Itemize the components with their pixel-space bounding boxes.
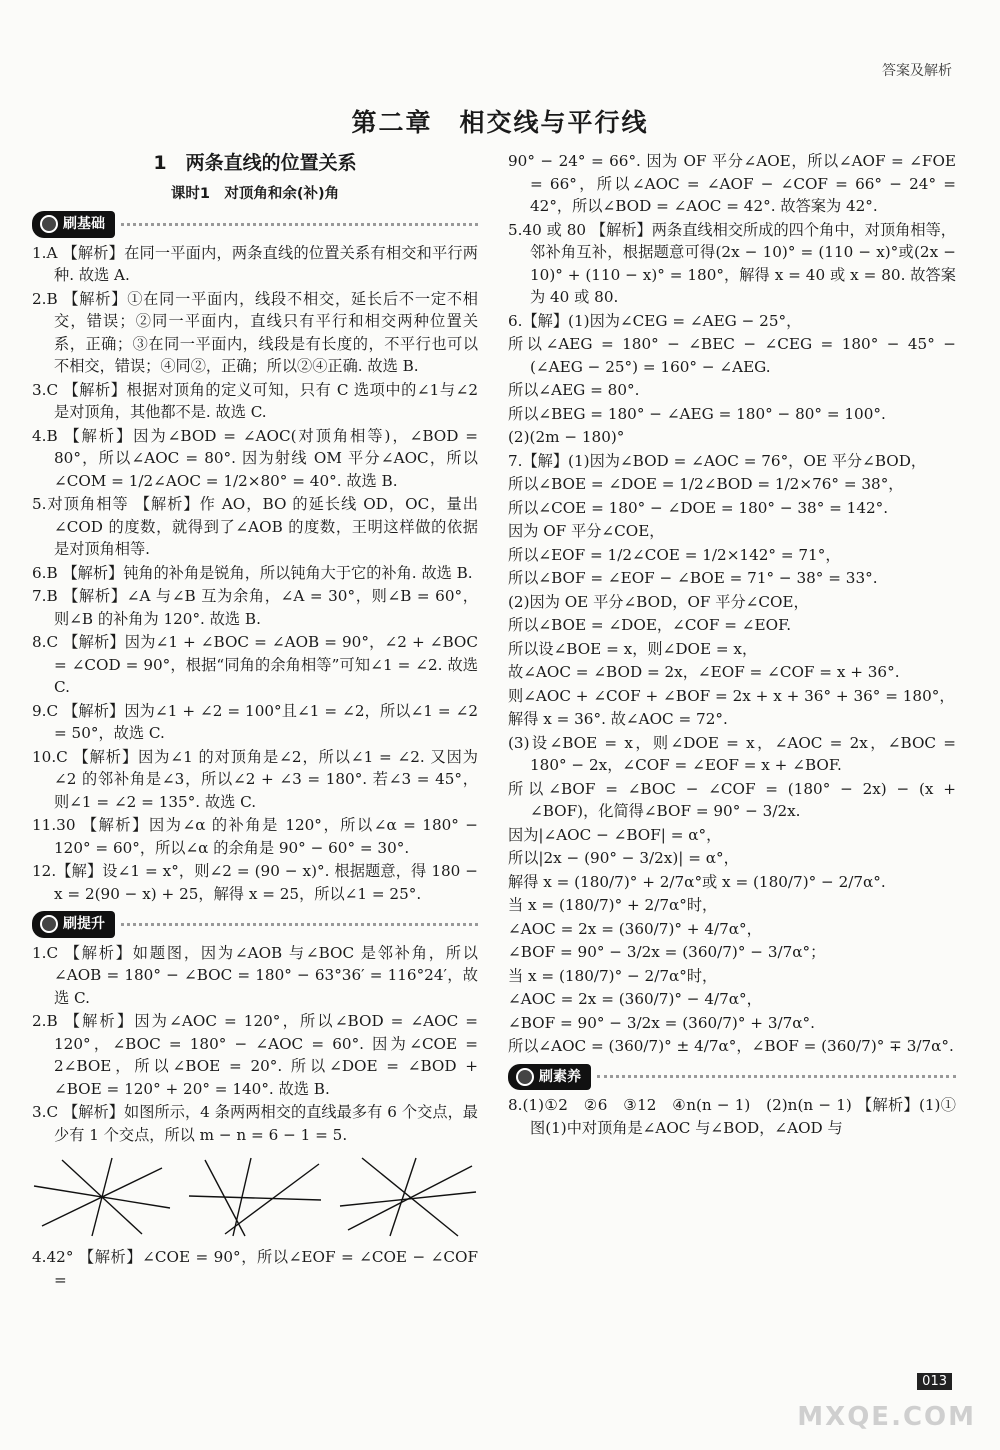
answer-line: 3.C 【解析】如图所示，4 条两两相交的直线最多有 6 个交点，最少有 1 个交点，所以 m − n = 6 − 1 = 5. (32, 1103, 478, 1144)
answer-line: 6.B 【解析】钝角的补角是锐角，所以钝角大于它的补角. 故选 B. (32, 563, 473, 582)
answer-line: 所以∠AEG = 180° − ∠BEC − ∠CEG = 180° − 45° − (∠AEG − 25°) = 160° − ∠AEG. (508, 335, 956, 376)
answer-line: 8.(1)①2 ②6 ③12 ④n(n − 1) (2)n(n − 1) 【解析】(1)①图(1)中对顶角是∠AOC 与∠BOD，∠AOD 与 (508, 1096, 956, 1137)
figure-lines-three-points (185, 1156, 325, 1238)
answer-line: 当 x = (180/7)° + 2/7α°时， (508, 896, 718, 914)
answer-line: 当 x = (180/7)° − 2/7α°时， (508, 966, 718, 985)
answer-line: ∠AOC = 2x = (360/7)° + 4/7α°， (508, 919, 762, 938)
brush-icon (40, 915, 58, 933)
dotted-divider (597, 1075, 956, 1078)
answer-line: (2)因为 OE 平分∠BOD，OF 平分∠COE， (508, 592, 809, 611)
answer-line: 故∠AOC = ∠BOD = 2x，∠EOF = ∠COF = x + 36°. (508, 663, 900, 681)
tag-quality (508, 1064, 956, 1091)
page-number: 013 (917, 1373, 952, 1390)
answer-line: 8.C 【解析】因为∠1 + ∠BOC = ∠AOB = 90°，∠2 + ∠BOC = ∠COD = 90°，根据“同角的余角相等”可知∠1 = ∠2. 故选 C. (32, 633, 478, 696)
quality-answers (508, 1094, 956, 1139)
answer-line: 所以|2x − (90° − 3/2x)| = α°， (508, 849, 739, 867)
answer-line: 所以∠AOC = (360/7)° ± 4/7α°，∠BOF = (360/7)° ∓ 3/7α°. (508, 1037, 954, 1055)
lesson-title: 课时1 对顶角和余(补)角 (170, 185, 340, 202)
answer-line: 11.30 【解析】因为∠α 的补角是 120°，所以∠α = 180° − 120° = 60°，所以∠α 的余角是 90° − 60° = 30°. (32, 816, 478, 857)
answer-4 (32, 1246, 478, 1291)
answer-line: 9.C 【解析】因为∠1 + ∠2 = 100°且∠1 = ∠2，所以∠1 = ∠2 = 50°，故选 C. (32, 701, 478, 742)
tag-basic-label: 刷基础 (63, 216, 105, 232)
answer-line: ∠BOF = 90° − 3/2x = (360/7)° + 3/7α°. (508, 1013, 815, 1032)
figure-lines-one-point (32, 1156, 172, 1238)
answer-line: 90° − 24° = 66°. 因为 OF 平分∠AOE，所以∠AOF = ∠FOE = 66°，所以∠AOC = ∠AOF − ∠COF = 66° − 24° = 42°，所以∠BOD = ∠AOC = 42°. 故答案为 42°. (508, 152, 956, 215)
tag-advanced (32, 911, 478, 938)
answer-line: 所以∠EOF = 1/2∠COE = 1/2×142° = 71°， (508, 545, 841, 564)
page-header: 答案及解析 (882, 63, 952, 79)
answer-line: 7.B 【解析】∠A 与∠B 互为余角，∠A = 30°，则∠B = 60°，则∠B 的补角为 120°. 故选 B. (32, 587, 478, 628)
figure-lines-six-points (338, 1156, 478, 1238)
answer-line: 解得 x = 36°. 故∠AOC = 72°. (508, 710, 728, 728)
section-title: 1 两条直线的位置关系 (153, 152, 357, 174)
answer-line: 1.A 【解析】在同一平面内，两条直线的位置关系有相交和平行两种. 故选 A. (32, 243, 478, 284)
answer-line: 所以∠BOF = ∠BOC − ∠COF = (180° − 2x) − (x + ∠BOF)，化简得∠BOF = 90° − 3/2x. (508, 779, 956, 820)
answer-line: 所以∠BEG = 180° − ∠AEG = 180° − 80° = 100°. (508, 404, 886, 423)
answer-line: 所以∠BOE = ∠DOE = 1/2∠BOD = 1/2×76° = 38°， (508, 475, 904, 493)
answer-line: (2)(2m − 180)° (508, 428, 625, 446)
answer-line: 则∠AOC + ∠COF + ∠BOF = 2x + x + 36° + 36° = 180°， (508, 686, 955, 705)
answer-line: 所以设∠BOE = x，则∠DOE = x， (508, 639, 758, 658)
answer-line: 1.C 【解析】如题图，因为∠AOB 与∠BOC 是邻补角，所以∠AOB = 180° − ∠BOC = 180° − 63°36′ = 116°24′，故选 C. (32, 943, 478, 1007)
tag-basic (32, 211, 478, 238)
answer-line: 所以∠COE = 180° − ∠DOE = 180° − 38° = 142°. (508, 498, 889, 517)
answer-line: (3)设∠BOE = x，则∠DOE = x，∠AOC = 2x，∠BOC = 180° − 2x，∠COF = ∠EOF = x + ∠BOF. (508, 733, 956, 774)
left-column (32, 150, 478, 1292)
answer-line: 4.42° 【解析】∠COE = 90°，所以∠EOF = ∠COE − ∠COF = (32, 1248, 478, 1289)
answer-line: 2.B 【解析】①在同一平面内，线段不相交，延长后不一定不相交，错误；②同一平面内，直线只有平行和相交两种位置关系，正确；③在同一平面内，线段是有长度的，不平行也可以不相交，错误；④同②，正确；所以②④正确. 故选 B. (32, 289, 478, 375)
tag-quality-label: 刷素养 (539, 1068, 581, 1085)
basic-answers (32, 242, 478, 906)
right-column (508, 150, 956, 1140)
answer-line: 所以∠AEG = 80°. (508, 381, 640, 399)
answer-line: 5.40 或 80 【解析】两条直线相交所成的四个角中，对顶角相等，邻补角互补，根据题意可得(2x − 10)° = (110 − x)°或(2x − 10)° + (110 − x)° = 180°，解得 x = 40 或 x = 80. 故答案为 40 或 80. (508, 220, 956, 306)
answer-line: ∠AOC = 2x = (360/7)° − 4/7α°， (508, 990, 762, 1008)
answer-line: 所以∠BOE = ∠DOE，∠COF = ∠EOF. (508, 616, 792, 634)
dotted-divider (121, 223, 478, 226)
answer-line: 12.【解】设∠1 = x°，则∠2 = (90 − x)°. 根据题意，得 180 − x = 2(90 − x) + 25，解得 x = 25，所以∠1 = 25°. (32, 862, 478, 903)
intersecting-lines-figures (32, 1156, 478, 1238)
answer-line: 4.B 【解析】因为∠BOD = ∠AOC(对顶角相等)，∠BOD = 80°，所以∠AOC = 80°. 因为射线 OM 平分∠AOC，所以∠COM = 1/2∠AOC = 1/2×80° = 40°. 故选 B. (32, 426, 478, 490)
answer-line: 因为 OF 平分∠COE， (508, 522, 665, 540)
answer-line: 解得 x = (180/7)° + 2/7α°或 x = (180/7)° − 2/7α°. (508, 872, 886, 891)
watermark: MXQE.COM (797, 1402, 976, 1432)
advanced-answers (32, 942, 478, 1147)
chapter-title: 第二章 相交线与平行线 (351, 108, 649, 137)
answer-line: 3.C 【解析】根据对顶角的定义可知，只有 C 选项中的∠1与∠2 是对顶角，其他都不是. 故选 C. (32, 380, 478, 421)
brush-icon (516, 1068, 534, 1086)
answer-line: 10.C 【解析】因为∠1 的对顶角是∠2，所以∠1 = ∠2. 又因为∠2 的邻补角是∠3，所以∠2 + ∠3 = 180°. 若∠3 = 45°，则∠1 = ∠2 = 135°. 故选 C. (32, 747, 478, 811)
brush-icon (40, 215, 58, 233)
answer-line: 2.B 【解析】因为∠AOC = 120°，所以∠BOD = ∠AOC = 120°，∠BOC = 180° − ∠AOC = 60°. 因为∠COE = 2∠BOE，所以∠BOE = 20°. 所以∠DOE = ∠BOD + ∠BOE = 120° + 20° = 140°. 故选 B. (32, 1012, 478, 1098)
answer-line: 5.对顶角相等 【解析】作 AO，BO 的延长线 OD，OC，量出∠COD 的度数，就得到了∠AOB 的度数，王明这样做的依据是对顶角相等. (32, 495, 478, 558)
answer-line: 7.【解】(1)因为∠BOD = ∠AOC = 76°，OE 平分∠BOD， (508, 451, 927, 470)
answer-line: ∠BOF = 90° − 3/2x = (360/7)° − 3/7α°； (508, 943, 826, 961)
answer-line: 6.【解】(1)因为∠CEG = ∠AEG − 25°， (508, 311, 802, 330)
continued-answers (508, 150, 956, 1058)
answer-line: 所以∠BOF = ∠EOF − ∠BOE = 71° − 38° = 33°. (508, 569, 878, 587)
dotted-divider (121, 923, 478, 926)
answer-line: 因为|∠AOC − ∠BOF| = α°， (508, 825, 722, 844)
tag-advanced-label: 刷提升 (63, 916, 105, 932)
